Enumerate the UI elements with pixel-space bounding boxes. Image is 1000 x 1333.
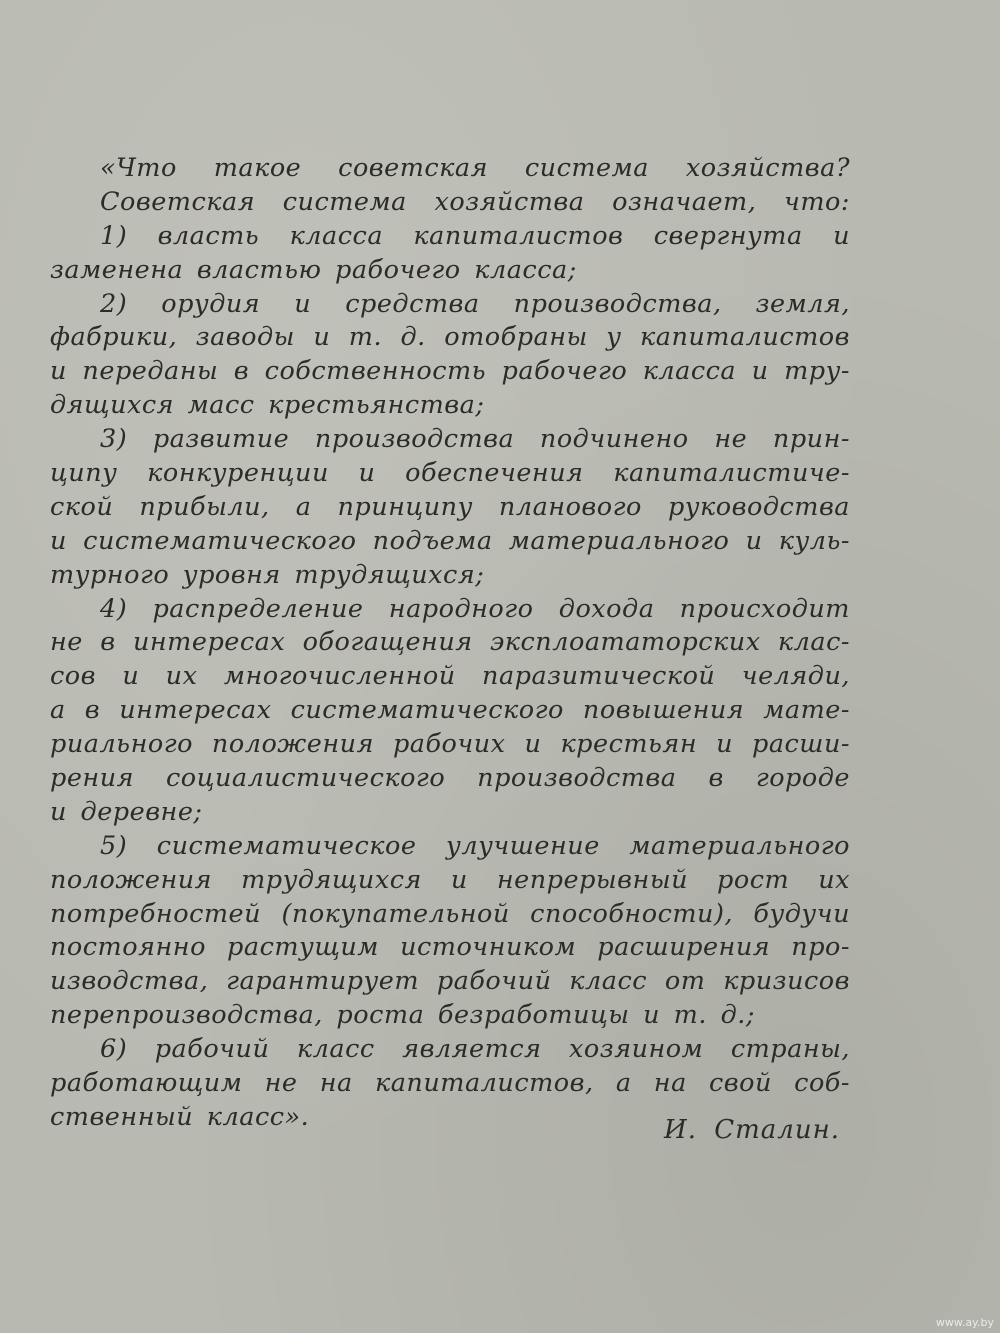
text-line-26: перепроизводства, роста безработицы и т. д.; [50,1000,755,1031]
text-line-8: дящихся масс крестьянства; [50,390,485,421]
text-line-27: 6) рабочий класс является хозяином страны, [100,1034,850,1065]
text-line-20: и деревне; [50,796,203,827]
text-line-13: турного уровня трудящихся; [50,559,485,590]
text-line-16: сов и их многочисленной паразитической челяди, [50,661,850,692]
text-line-22: положения трудящихся и непрерывный рост их [50,864,850,895]
site-watermark: www.ay.by [935,1316,994,1329]
text-line-19: рения социалистического производства в городе [50,763,850,794]
text-line-11: ской прибыли, а принципу планового руководства [50,491,850,522]
text-line-23: потребностей (покупательной способности), будучи [50,898,850,929]
text-line-5: 2) орудия и средства производства, земля, [100,288,850,319]
text-line-24: постоянно растущим источником расширения про- [50,932,850,963]
text-line-1: «Что такое советская система хозяйства? [100,153,850,183]
quote-text [50,152,850,1135]
text-line-7: и переданы в собственность рабочего класса и тру- [50,356,850,387]
text-line-12: и систематического подъема материального и куль- [50,525,850,556]
text-line-14: 4) распределение народного дохода происходит [100,593,850,624]
text-line-17: а в интересах систематического повышения мате- [50,695,850,726]
text-line-25: изводства, гарантирует рабочий класс от кризисов [50,966,850,997]
text-line-3: 1) власть класса капиталистов свергнута и [100,220,850,251]
text-line-29: ственный класс». [50,1101,310,1132]
text-line-2: Советская система хозяйства означает, что: [100,186,850,217]
text-line-18: риального положения рабочих и крестьян и расши- [50,729,850,760]
text-line-6: фабрики, заводы и т. д. отобраны у капиталистов [50,322,850,353]
author-signature: И. Сталин. [664,1115,840,1145]
text-line-15: не в интересах обогащения эксплоататорских клас- [50,627,850,658]
text-line-4: заменена властью рабочего класса; [50,254,577,285]
text-line-21: 5) систематическое улучшение материального [100,830,850,861]
text-line-10: ципу конкуренции и обеспечения капиталистиче- [50,458,850,489]
text-line-28: работающим не на капиталистов, а на свой соб- [50,1068,850,1099]
text-line-9: 3) развитие производства подчинено не прин- [100,424,850,455]
